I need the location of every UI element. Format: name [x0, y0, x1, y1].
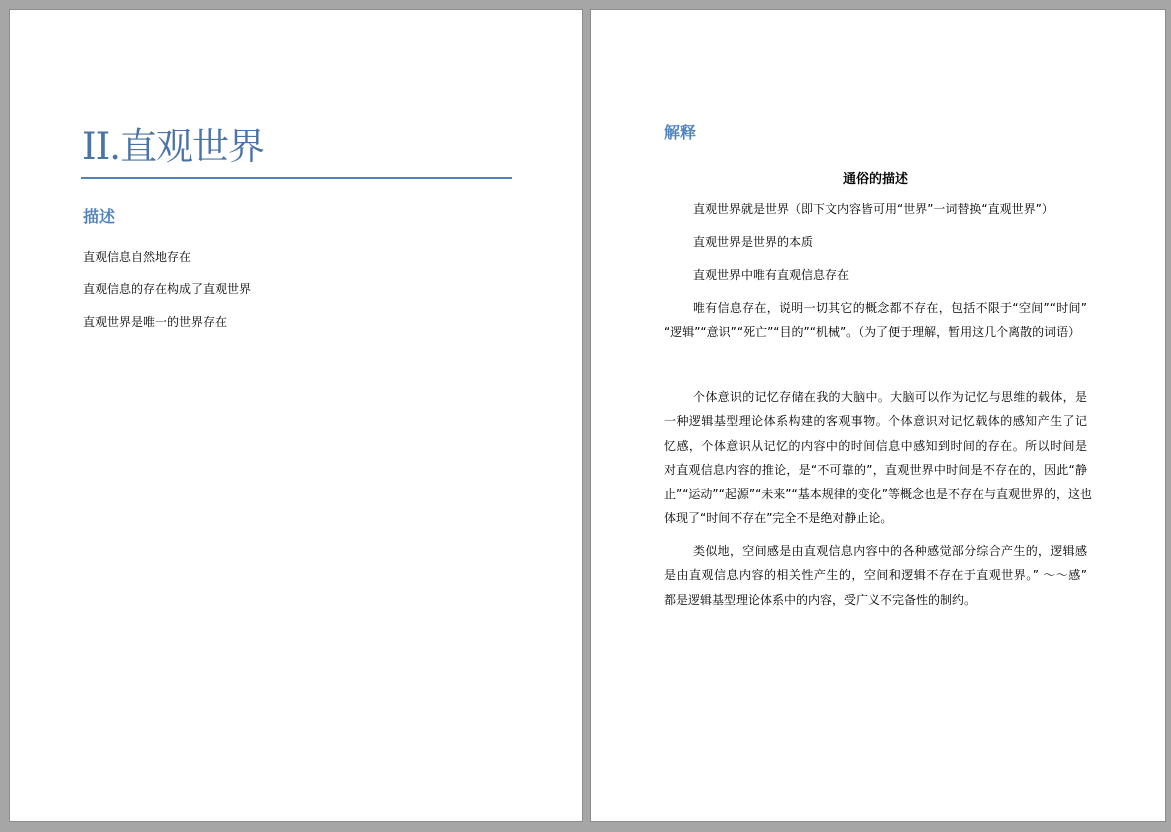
paragraph-line: 类似地，空间感是由直观信息内容中的各种感觉部分综合产生的，逻辑感 — [693, 544, 1087, 558]
paragraph — [664, 197, 1087, 221]
paragraph-line: 直观世界中唯有直观信息存在 — [693, 268, 850, 282]
paragraph — [664, 539, 1087, 612]
paragraph-line: 个体意识的记忆存储在我的大脑中。大脑可以作为记忆与思维的载体，是 — [693, 390, 1087, 404]
left-page — [10, 10, 582, 821]
paragraph-line: 止”“运动”“起源”“未来”“基本规律的变化”等概念也是不存在与直观世界的，这也 — [664, 487, 1092, 502]
title-underline — [81, 177, 512, 179]
description-heading: 描述 — [83, 207, 116, 226]
paragraph-line: 对直观信息内容的推论，是“不可靠的”，直观世界中时间是不存在的，因此“静 — [664, 462, 1087, 477]
paragraph-line: 都是逻辑基型理论体系中的内容，受广义不完备性的制约。 — [664, 592, 977, 607]
paragraph-line: “逻辑”“意识”“死亡”“目的”“机械”。（为了便于理解，暂用这几个离散的词语） — [664, 325, 1081, 340]
paragraph-line: 一种逻辑基型理论体系构建的客观事物。个体意识对记忆载体的感知产生了记 — [664, 414, 1087, 429]
description-line: 直观世界是唯一的世界存在 — [83, 315, 228, 329]
paragraph — [664, 230, 1087, 254]
explanation-heading: 解释 — [664, 123, 697, 142]
paragraph — [664, 296, 1087, 345]
paragraph — [664, 263, 1087, 287]
paragraph-line: 体现了“时间不存在”完全不是绝对静止论。 — [664, 511, 893, 526]
description-line: 直观信息的存在构成了直观世界 — [83, 282, 252, 296]
chapter-title: II.直观世界 — [82, 125, 264, 168]
paragraph-line: 是由直观信息内容的相关性产生的，空间和逻辑不存在于直观世界。” ～～感” — [664, 568, 1087, 583]
paragraph-line: 直观世界就是世界（即下文内容皆可用“世界”一词替换“直观世界”） — [693, 202, 1054, 216]
paragraph-line: 忆感，个体意识从记忆的内容中的时间信息中感知到时间的存在。所以时间是 — [664, 438, 1087, 453]
description-line: 直观信息自然地存在 — [83, 250, 192, 264]
right-page — [591, 10, 1165, 821]
sub-heading: 通俗的描述 — [842, 172, 908, 187]
paragraph — [664, 385, 1092, 531]
paragraph-line: 唯有信息存在，说明一切其它的概念都不存在，包括不限于“空间”“时间” — [693, 301, 1087, 315]
paragraph-line: 直观世界是世界的本质 — [693, 235, 814, 249]
